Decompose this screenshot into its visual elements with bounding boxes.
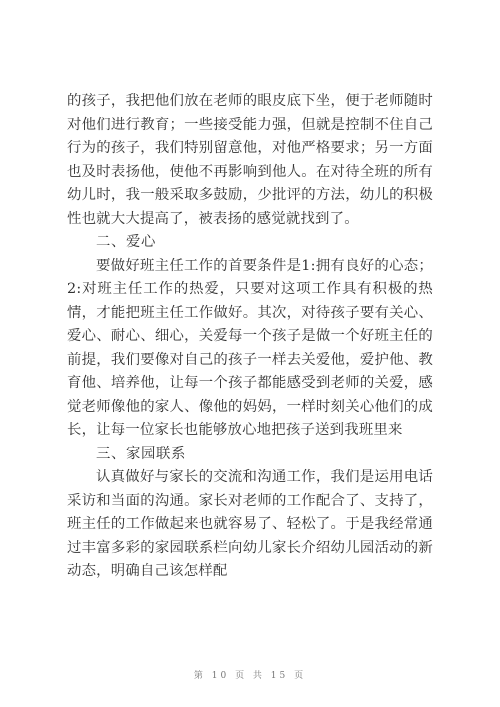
- paragraph-love: 要做好班主任工作的首要条件是1:拥有良好的心态；2:对班主任工作的热爱，只要对这项工作具有积极的热情，才能把班主任工作做好。其次，对待孩子要有关心、爱心、耐心、细心，关爱每一个孩子是做一个好班主任的前提，我们要像对自己的孩子一样去关爱他，爱护他、教育他、培养他，让每一个孩子都能感受到老师的关爱，感觉老师像他的家人、像他的妈妈，一样时刻关心他们的成长，让每一位家长也能够放心地把孩子送到我班里来: [67, 257, 433, 438]
- page-number-footer: 第 10 页 共 15 页: [193, 671, 307, 681]
- paragraph-continued: 的孩子，我把他们放在老师的眼皮底下坐，便于老师随时对他们进行教育；一些接受能力强，但就是控制不住自己行为的孩子，我们特别留意他，对他严格要求；另一方面也及时表扬他，使他不再影响到他人。在对待全班的所有幼儿时，我一般采取多鼓励，少批评的方法，幼儿的积极性也就大大提高了，被表扬的感觉就找到了。: [67, 93, 433, 227]
- section-heading-home-school: 三、家园联系: [96, 445, 186, 462]
- section-heading-love: 二、爱心: [96, 234, 156, 250]
- document-body: [67, 90, 433, 584]
- paragraph-home-school: 认真做好与家长的交流和沟通工作，我们是运用电话采访和当面的沟通。家长对老师的工作配合了、支持了，班主任的工作做起来也就容易了、轻松了。于是我经常通过丰富多彩的家园联系栏向幼儿家长介绍幼儿园活动的新动态，明确自己该怎样配: [67, 469, 433, 579]
